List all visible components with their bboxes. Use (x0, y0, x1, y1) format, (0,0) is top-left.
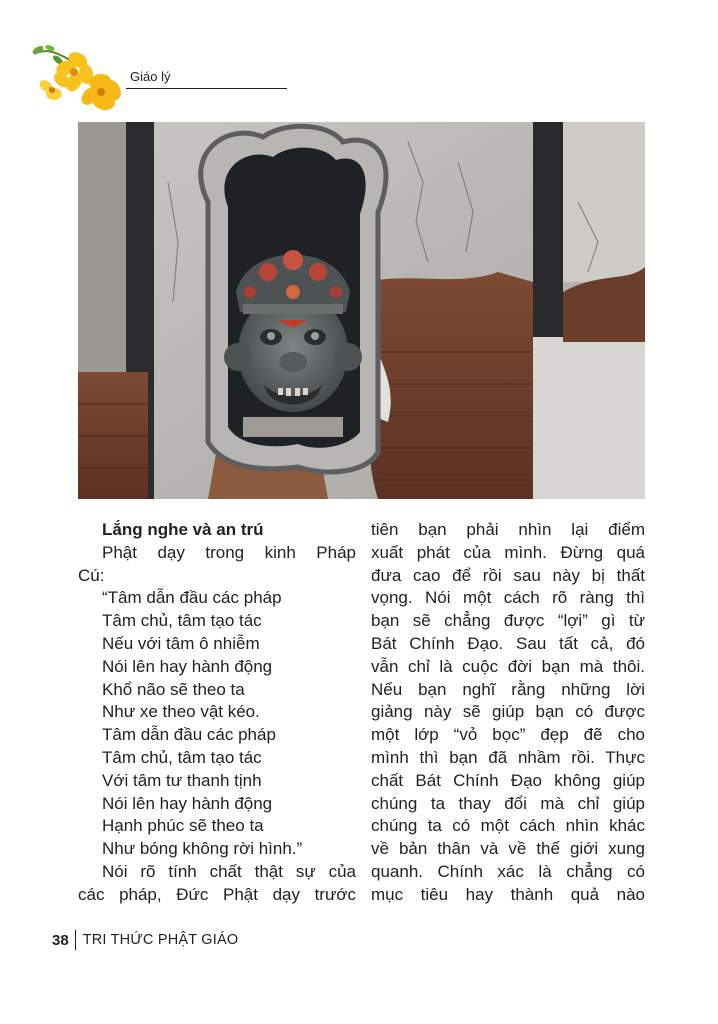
body-line: quanh. Chính xác là chẳng có (371, 861, 645, 881)
body-line: mục tiêu hay thành quả nào (371, 884, 645, 904)
poem-line: Nói lên hay hành động (102, 656, 273, 676)
page-footer (52, 930, 238, 950)
poem-line: “Tâm dẫn đầu các pháp (102, 588, 282, 608)
body-line: mình thì bạn đã nhầm rồi. Thực (371, 747, 645, 767)
poem-line: Với tâm tư thanh tịnh (102, 770, 262, 790)
wall-shrine-photo (78, 122, 645, 499)
section-label: Giáo lý (130, 69, 171, 84)
article-photo (78, 122, 645, 499)
footer-divider (75, 930, 76, 950)
article-right-column (371, 519, 645, 907)
body-line: Bát Chính Đạo. Sau tất cả, đó (371, 633, 645, 653)
outro-line: Nói rõ tính chất thật sự của (102, 861, 356, 881)
poem-line: Tâm chủ, tâm tạo tác (102, 747, 262, 767)
body-line: chúng ta thay đổi mà chỉ giúp (371, 793, 645, 813)
body-line: một lớp “vỏ bọc” đẹp đẽ cho (371, 725, 645, 745)
body-line: về bản thân và về thế giới xung (371, 839, 645, 859)
poem-line: Nói lên hay hành động (102, 793, 273, 813)
body-line: tiên bạn phải nhìn lại điểm (371, 520, 645, 539)
page-header (26, 38, 296, 118)
body-line: xuất phát của mình. Đừng quá (371, 542, 645, 562)
intro-line: Cú: (78, 565, 105, 585)
page-number: 38 (52, 931, 69, 949)
body-line: chất Bát Chính Đạo không giúp (371, 770, 645, 790)
poem-line: Hạnh phúc sẽ theo ta (102, 816, 264, 836)
body-line: vẫn chỉ là cuộc đời bạn mà thôi. (371, 656, 645, 676)
body-line: giảng này sẽ giúp bạn có được (371, 702, 645, 722)
outro-line: các pháp, Đức Phật dạy trước (78, 884, 356, 904)
body-line: đưa cao để rồi sau này bị thất (371, 565, 645, 585)
article-left-column (78, 519, 356, 907)
body-line: bạn sẽ chẳng được “lợi” gì từ (371, 611, 645, 631)
intro-line: Phật dạy trong kinh Pháp (102, 542, 356, 562)
poem-line: Khổ não sẽ theo ta (102, 679, 245, 699)
poem-line: Tâm chủ, tâm tạo tác (102, 611, 262, 631)
journal-name: TRI THỨC PHẬT GIÁO (82, 932, 239, 948)
body-line: vọng. Nói một cách rõ ràng thì (371, 588, 645, 608)
poem-line: Nếu với tâm ô nhiễm (102, 633, 260, 653)
body-line: Nếu bạn nghĩ rằng những lời (371, 679, 645, 699)
yellow-flowers-icon (26, 38, 136, 118)
poem-line: Như bóng không rời hình.” (102, 839, 303, 859)
body-line: chúng ta có một cách nhìn khác (371, 816, 645, 836)
header-divider (126, 88, 287, 89)
article-heading: Lắng nghe và an trú (102, 520, 264, 539)
poem-line: Tâm dẫn đầu các pháp (102, 725, 276, 745)
poem-line: Như xe theo vật kéo. (102, 702, 260, 722)
